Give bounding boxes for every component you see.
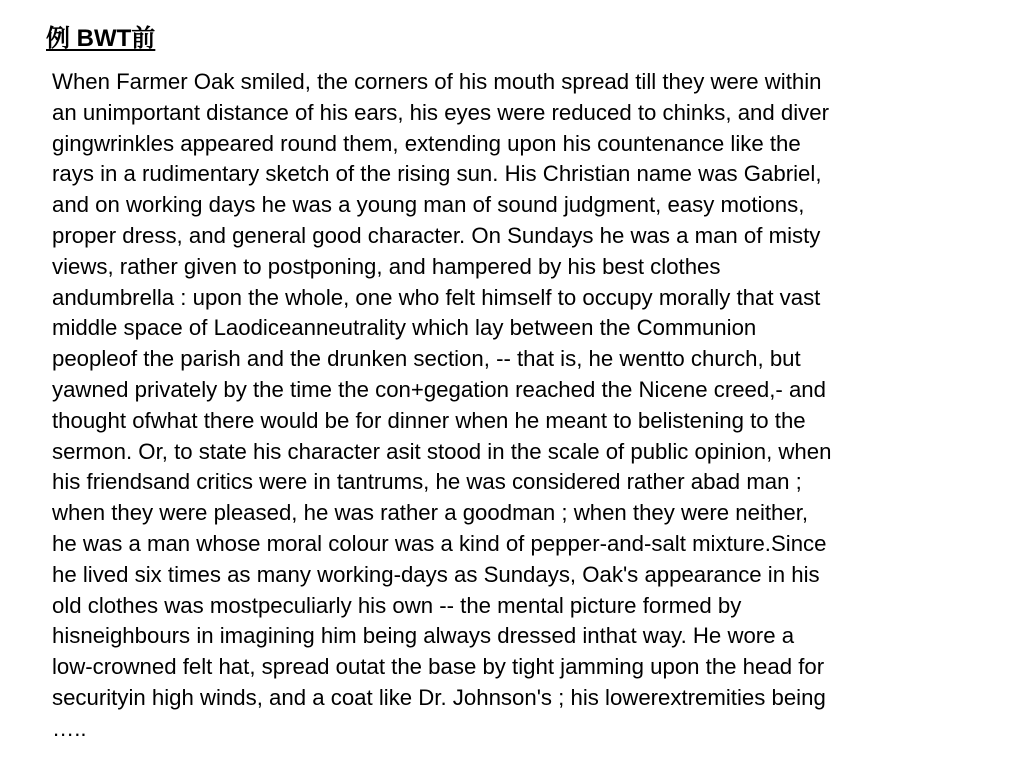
text-line: he was a man whose moral colour was a kind of pepper-and-salt mixture.Since <box>52 530 827 556</box>
text-line: When Farmer Oak smiled, the corners of his mouth spread till they were within <box>52 69 822 94</box>
text-line: his friendsand critics were in tantrums, he was considered rather abad man ; <box>52 469 802 495</box>
slide-title: 例 BWT前 <box>46 25 156 52</box>
text-line: securityin high winds, and a coat like Dr. Johnson's ; his lowerextremities being <box>52 684 826 710</box>
text-line: yawned privately by the time the con+gegation reached the Nicene creed,- and <box>52 376 826 402</box>
text-line: ….. <box>52 715 87 741</box>
text-line: peopleof the parish and the drunken section, -- that is, he wentto church, but <box>52 346 801 372</box>
text-line: andumbrella : upon the whole, one who felt himself to occupy morally that vast <box>52 284 821 310</box>
text-line: low-crowned felt hat, spread outat the base by tight jamming upon the head for <box>52 654 825 680</box>
text-line: an unimportant distance of his ears, his eyes were reduced to chinks, and diver <box>52 99 829 125</box>
text-line: and on working days he was a young man of sound judgment, easy motions, <box>52 192 805 218</box>
body-text <box>52 67 952 745</box>
text-line: hisneighbours in imagining him being always dressed inthat way. He wore a <box>52 623 795 649</box>
text-line: gingwrinkles appeared round them, extending upon his countenance like the <box>52 130 801 156</box>
text-line: old clothes was mostpeculiarly his own -- the mental picture formed by <box>52 592 742 618</box>
text-line: he lived six times as many working-days as Sundays, Oak's appearance in his <box>52 561 820 587</box>
text-line: views, rather given to postponing, and hampered by his best clothes <box>52 253 721 279</box>
text-line: sermon. Or, to state his character asit stood in the scale of public opinion, when <box>52 438 832 464</box>
text-line: when they were pleased, he was rather a goodman ; when they were neither, <box>52 500 809 526</box>
text-line: middle space of Laodiceanneutrality which lay between the Communion <box>52 315 757 341</box>
text-line: rays in a rudimentary sketch of the rising sun. His Christian name was Gabriel, <box>52 161 822 187</box>
text-line: thought ofwhat there would be for dinner when he meant to belistening to the <box>52 407 806 433</box>
text-line: proper dress, and general good character. On Sundays he was a man of misty <box>52 222 821 248</box>
